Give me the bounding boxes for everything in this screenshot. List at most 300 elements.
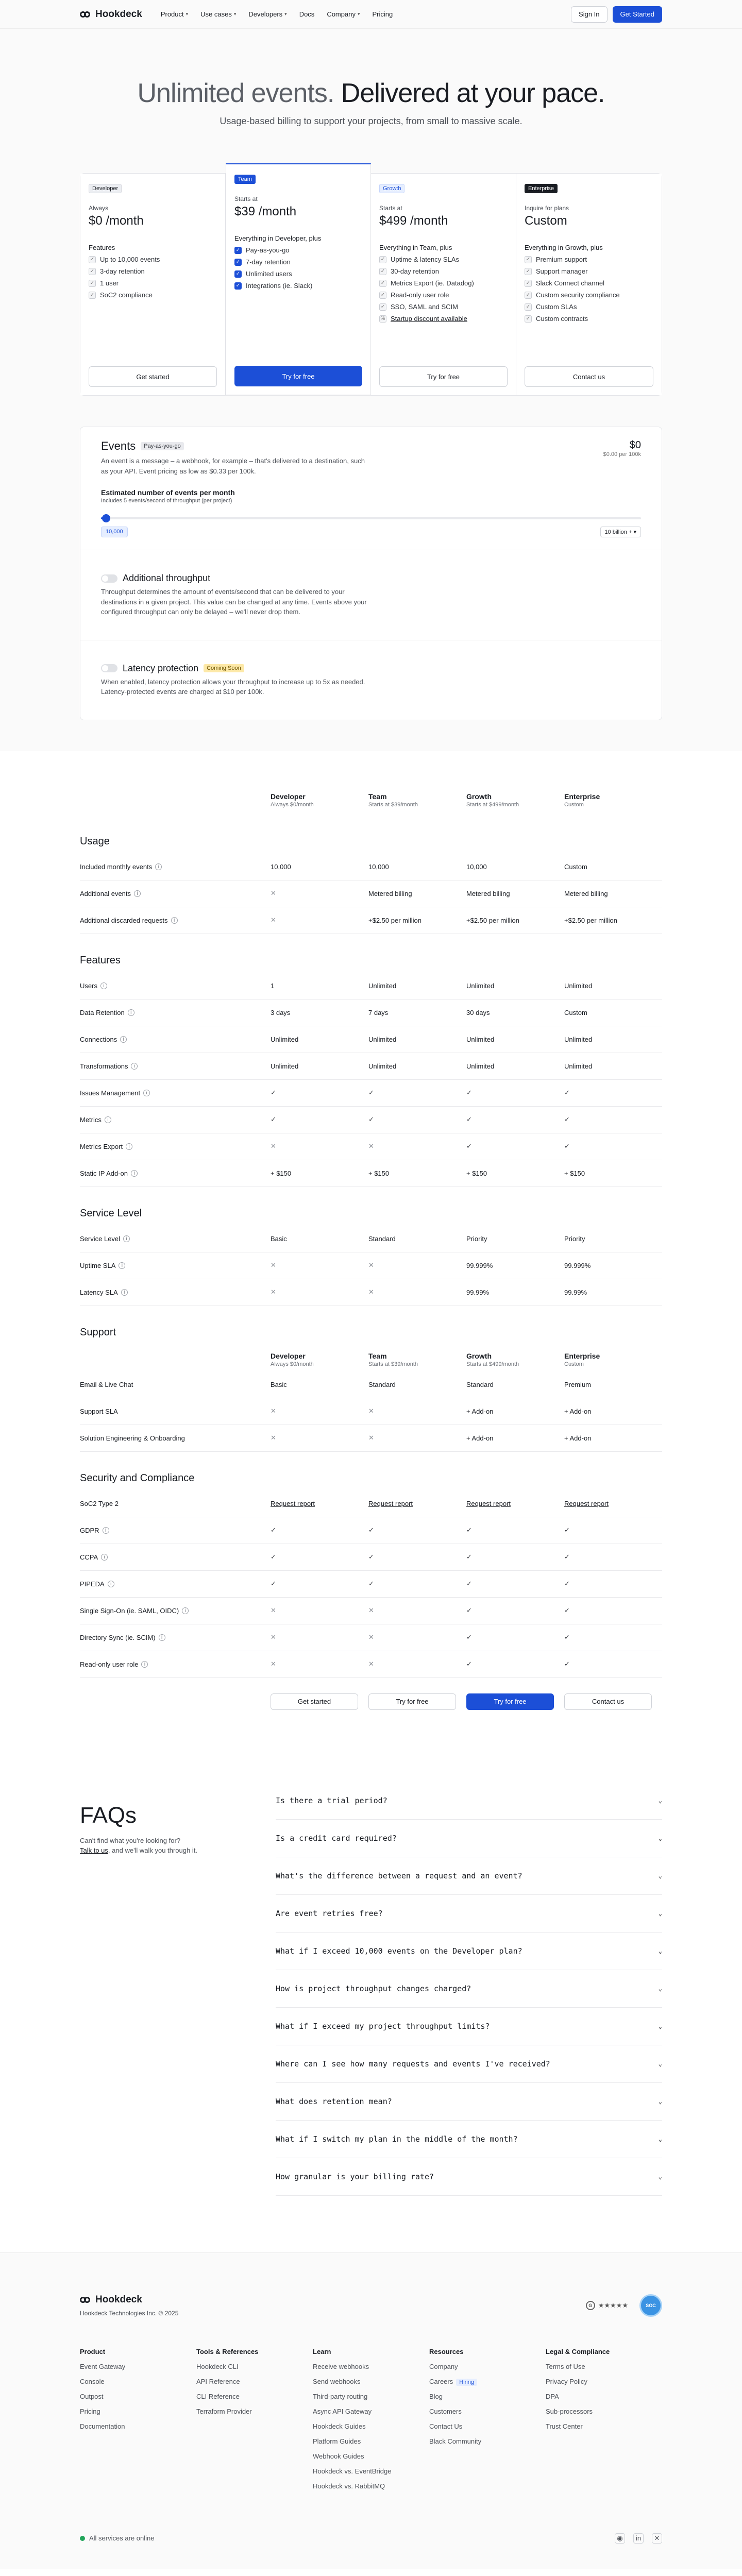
- table-button-cell: [271, 1693, 368, 1710]
- row-label: Read-only user role i: [80, 1660, 271, 1668]
- github-icon[interactable]: ◉: [615, 2533, 625, 2544]
- table-header-col: [564, 792, 662, 808]
- table-button-cell: [466, 1693, 564, 1710]
- check-icon: ✓: [89, 268, 96, 275]
- plan-includes: Features: [89, 244, 115, 251]
- plan-price-sub: Starts at $499/month: [466, 1361, 519, 1367]
- faq-item[interactable]: [276, 1857, 662, 1895]
- table-header-col: [271, 792, 368, 808]
- check-icon: ✓: [234, 282, 242, 290]
- plan-price-sub: Always $0/month: [271, 801, 314, 808]
- footer-column: [80, 2348, 196, 2497]
- hero: [0, 29, 742, 173]
- footer-link[interactable]: Pricing: [80, 2407, 100, 2415]
- info-icon[interactable]: i: [103, 1527, 109, 1534]
- brand-logo[interactable]: [80, 9, 142, 20]
- g2-icon: G: [586, 2301, 595, 2310]
- table-header: [80, 1345, 662, 1371]
- row-label: SoC2 Type 2: [80, 1499, 119, 1507]
- check-icon: ✓: [466, 1633, 472, 1641]
- table-row: [80, 1226, 662, 1252]
- group-title: Features: [80, 954, 121, 966]
- plan-feature: ✓ Custom SLAs: [525, 303, 653, 311]
- table-header-col: [466, 1352, 564, 1367]
- plan-button-developer[interactable]: Get started: [89, 366, 217, 387]
- footer-link[interactable]: Terms of Use: [546, 2362, 585, 2370]
- check-icon: ✓: [234, 247, 242, 254]
- check-icon: ✓: [525, 292, 532, 299]
- table-row: [80, 1571, 662, 1598]
- footer-link[interactable]: Hookdeck CLI: [196, 2362, 239, 2370]
- faq-question: How is project throughput changes charged?: [276, 1984, 471, 1993]
- info-icon[interactable]: i: [131, 1170, 138, 1177]
- row-label: Data Retention i: [80, 1009, 271, 1016]
- info-icon[interactable]: i: [101, 1554, 108, 1561]
- group-title: Support: [80, 1326, 116, 1338]
- faq-item[interactable]: [276, 2045, 662, 2083]
- plan-name: Enterprise: [564, 1351, 600, 1360]
- footer-link[interactable]: DPA: [546, 2392, 559, 2400]
- plan-sub: Always: [89, 205, 109, 212]
- check-icon: ✓: [564, 1660, 570, 1668]
- events-price: $0: [629, 439, 641, 451]
- footer-link[interactable]: Event Gateway: [80, 2362, 126, 2370]
- table-cell: + $150: [271, 1169, 292, 1177]
- table-cell: Unlimited: [271, 1035, 299, 1043]
- check-icon: ✓: [368, 1089, 374, 1096]
- check-icon: ✓: [564, 1526, 570, 1534]
- table-cell: 3 days: [271, 1008, 291, 1016]
- slider-max[interactable]: 10 billion + ▾: [600, 527, 642, 537]
- footer-link[interactable]: Async API Gateway: [313, 2407, 372, 2415]
- table-cell: 10,000: [466, 862, 487, 871]
- request-report-link[interactable]: [368, 1500, 466, 1507]
- plan-price: $0 /month: [89, 214, 144, 228]
- request-report-label[interactable]: Request report: [368, 1499, 413, 1507]
- cross-icon: ✕: [271, 1407, 276, 1415]
- plan-feature: ✓ SoC2 compliance: [89, 291, 217, 299]
- plan-feature: ✓ 3-day retention: [89, 267, 217, 275]
- check-icon: ✓: [379, 268, 386, 275]
- info-icon[interactable]: i: [128, 1009, 134, 1016]
- throughput-section: [80, 550, 662, 640]
- nav-use-cases[interactable]: Use cases ▾: [200, 10, 237, 18]
- faq-title: FAQs: [80, 1802, 137, 1828]
- throughput-toggle[interactable]: [101, 574, 117, 583]
- faq-intro: Can't find what you're looking for? Talk to us, and we'll walk you through it.: [80, 1836, 197, 1854]
- table-row: [80, 1279, 662, 1306]
- plan-feature: ✓ Uptime & latency SLAs: [379, 256, 508, 263]
- table-plan-button[interactable]: Try for free: [466, 1693, 554, 1710]
- chevron-down-icon: ▾: [633, 529, 636, 535]
- request-report-link[interactable]: [466, 1500, 564, 1507]
- plan-price-sub: Starts at $39/month: [368, 1361, 418, 1367]
- table-row: [80, 1053, 662, 1080]
- table-cell: Unlimited: [271, 1062, 299, 1070]
- table-row: [80, 999, 662, 1026]
- footer-column-title: Tools & References: [196, 2347, 259, 2355]
- table-cell: Unlimited: [564, 981, 593, 990]
- plan-includes: Everything in Developer, plus: [234, 234, 322, 242]
- faq-item[interactable]: [276, 1895, 662, 1933]
- table-row: [80, 1160, 662, 1187]
- faq-item[interactable]: [276, 2158, 662, 2196]
- faq-item[interactable]: [276, 1933, 662, 1970]
- info-icon[interactable]: i: [141, 1661, 148, 1668]
- group-title: Security and Compliance: [80, 1472, 195, 1484]
- slider-handle[interactable]: [102, 514, 110, 522]
- check-icon: ✓: [525, 280, 532, 287]
- plan-feature: ✓ Support manager: [525, 267, 653, 275]
- plan-sub: Inquire for plans: [525, 205, 569, 212]
- footer-link[interactable]: Trust Center: [546, 2422, 583, 2430]
- row-label: Latency SLA i: [80, 1289, 271, 1296]
- info-icon[interactable]: i: [105, 1116, 111, 1123]
- table-cell: +$2.50 per million: [466, 916, 519, 924]
- row-label: Static IP Add-on i: [80, 1170, 271, 1177]
- row-label: Additional events i: [80, 890, 271, 897]
- cross-icon: ✕: [271, 1606, 276, 1614]
- table-cell: 99.999%: [466, 1261, 493, 1269]
- plan-card-enterprise: [516, 174, 662, 395]
- plan-name: Growth: [466, 1351, 492, 1360]
- chevron-down-icon: ⌄: [658, 1909, 662, 1917]
- table-header: [80, 792, 662, 815]
- hookdeck-logo-icon: [80, 2296, 91, 2303]
- table-cell: Unlimited: [564, 1062, 593, 1070]
- check-icon: ✓: [89, 280, 96, 287]
- plan-feature: ✓ Metrics Export (ie. Datadog): [379, 279, 508, 287]
- plan-name: Developer: [271, 792, 306, 801]
- info-icon[interactable]: i: [123, 1235, 130, 1242]
- chevron-down-icon: ⌄: [658, 2173, 662, 2180]
- table-row: [80, 1490, 662, 1517]
- faq-question: What if I exceed my project throughput limits?: [276, 2021, 490, 2031]
- check-icon: ✓: [466, 1580, 472, 1587]
- info-icon[interactable]: i: [134, 890, 141, 897]
- table-cell: +$2.50 per million: [368, 916, 421, 924]
- info-icon[interactable]: i: [182, 1607, 189, 1614]
- row-label: Directory Sync (ie. SCIM) i: [80, 1634, 271, 1641]
- table-cell: Priority: [564, 1234, 585, 1243]
- footer-link[interactable]: Sub-processors: [546, 2407, 593, 2415]
- table-cell: + Add-on: [466, 1434, 494, 1442]
- plan-feature: ✓ 7-day retention: [234, 258, 362, 266]
- row-label: Single Sign-On (ie. SAML, OIDC) i: [80, 1607, 271, 1615]
- check-icon: ✓: [525, 315, 532, 323]
- table-cell: Unlimited: [466, 981, 495, 990]
- plan-price: Custom: [525, 214, 567, 228]
- table-plan-button[interactable]: Contact us: [564, 1693, 652, 1710]
- cross-icon: ✕: [271, 889, 276, 897]
- chevron-down-icon: ▾: [284, 11, 287, 16]
- plan-button-enterprise[interactable]: Contact us: [525, 366, 653, 387]
- cross-icon: ✕: [368, 1407, 374, 1415]
- request-report-label[interactable]: Request report: [564, 1499, 609, 1507]
- table-row: [80, 1425, 662, 1452]
- table-plan-button[interactable]: Get started: [271, 1693, 358, 1710]
- table-cell: Unlimited: [564, 1035, 593, 1043]
- check-icon: ✓: [564, 1553, 570, 1561]
- table-cell: Priority: [466, 1234, 487, 1243]
- check-icon: ✓: [368, 1553, 374, 1561]
- cross-icon: ✕: [368, 1434, 374, 1442]
- table-header-col: [368, 1352, 466, 1367]
- footer-link[interactable]: Webhook Guides: [313, 2452, 364, 2460]
- footer-link[interactable]: Blog: [429, 2392, 443, 2400]
- info-icon[interactable]: i: [126, 1143, 132, 1150]
- table-cell: +$2.50 per million: [564, 916, 617, 924]
- info-icon[interactable]: i: [100, 982, 107, 989]
- info-icon[interactable]: i: [108, 1581, 114, 1587]
- footer-link[interactable]: Customers: [429, 2407, 462, 2415]
- footer-link[interactable]: Console: [80, 2377, 105, 2385]
- group-title: Usage: [80, 835, 110, 847]
- faq-item[interactable]: [276, 2083, 662, 2121]
- table-row: [80, 973, 662, 999]
- nav-company[interactable]: Company ▾: [327, 10, 360, 18]
- info-icon[interactable]: i: [171, 917, 178, 924]
- table-row: [80, 1252, 662, 1279]
- events-slider[interactable]: [101, 517, 641, 519]
- table-cell: 7 days: [368, 1008, 389, 1016]
- faq-item[interactable]: [276, 1820, 662, 1857]
- table-cell: Unlimited: [466, 1062, 495, 1070]
- row-label: Issues Management i: [80, 1089, 271, 1097]
- table-cell: + Add-on: [564, 1407, 592, 1415]
- row-label: GDPR i: [80, 1527, 271, 1534]
- row-label: CCPA i: [80, 1553, 271, 1561]
- footer-link[interactable]: Platform Guides: [313, 2437, 361, 2445]
- table-cell: 99.99%: [466, 1288, 490, 1296]
- row-label: Connections i: [80, 1036, 271, 1043]
- events-desc: An event is a message – a webhook, for example – that's delivered to a destination, such as your API. Event pricing as low as $0.33 per 100k.: [101, 457, 365, 475]
- linkedin-icon[interactable]: in: [633, 2533, 644, 2544]
- table-cell: Custom: [564, 1008, 587, 1016]
- faq-item[interactable]: [276, 2121, 662, 2158]
- plan-price-sub: Starts at $39/month: [368, 801, 418, 808]
- row-label: Support SLA: [80, 1407, 118, 1415]
- footer-link[interactable]: Terraform Provider: [196, 2407, 252, 2415]
- latency-section: [80, 640, 662, 720]
- footer-link[interactable]: API Reference: [196, 2377, 240, 2385]
- footer-link[interactable]: Receive webhooks: [313, 2362, 369, 2370]
- plan-feature: ✓ Read-only user role: [379, 291, 508, 299]
- check-icon: ✓: [564, 1633, 570, 1641]
- table-cell: Standard: [368, 1234, 396, 1243]
- hero-subtitle: Usage-based billing to support your projects, from small to massive scale.: [220, 116, 522, 126]
- chevron-down-icon: ⌄: [658, 2022, 662, 2030]
- plan-feature: ✓ Premium support: [525, 256, 653, 263]
- table-button-cell: [564, 1693, 662, 1710]
- info-icon[interactable]: i: [159, 1634, 165, 1641]
- chevron-down-icon: ▾: [185, 11, 189, 16]
- table-cell: Unlimited: [368, 1035, 397, 1043]
- footer-link[interactable]: Hookdeck vs. RabbitMQ: [313, 2482, 385, 2490]
- table-row: [80, 1517, 662, 1544]
- check-icon: ✓: [368, 1526, 374, 1534]
- plan-button-growth[interactable]: Try for free: [379, 366, 508, 387]
- check-icon: ✓: [271, 1526, 276, 1534]
- talk-to-us-link[interactable]: Talk to us: [80, 1846, 108, 1854]
- table-row: [80, 1080, 662, 1107]
- plan-card-developer: [80, 174, 226, 395]
- table-row: [80, 1107, 662, 1133]
- faq-item[interactable]: [276, 1782, 662, 1820]
- footer-link[interactable]: Send webhooks: [313, 2377, 361, 2385]
- footer-logo[interactable]: Hookdeck: [80, 2294, 178, 2306]
- request-report-link[interactable]: [271, 1500, 368, 1507]
- info-icon[interactable]: i: [131, 1063, 138, 1070]
- plan-feature: ✓ 30-day retention: [379, 267, 508, 275]
- x-icon[interactable]: ✕: [652, 2533, 662, 2544]
- row-label: Additional discarded requests i: [80, 917, 271, 924]
- plan-feature: ✓ Custom security compliance: [525, 291, 653, 299]
- g2-rating[interactable]: G ★★★★★: [586, 2301, 628, 2310]
- faq-item[interactable]: [276, 2008, 662, 2045]
- row-label: Metrics Export i: [80, 1143, 271, 1150]
- plan-feature: ✓ Slack Connect channel: [525, 279, 653, 287]
- status-indicator[interactable]: All services are online: [80, 2534, 154, 2542]
- table-buttons-spacer: [80, 1693, 271, 1710]
- cross-icon: ✕: [368, 1261, 374, 1269]
- chevron-down-icon: ⌄: [658, 1797, 662, 1804]
- table-row: [80, 1371, 662, 1398]
- brand-name: Hookdeck: [95, 8, 142, 20]
- check-icon: ✓: [234, 259, 242, 266]
- request-report-label[interactable]: Request report: [271, 1499, 315, 1507]
- cross-icon: ✕: [271, 1288, 276, 1296]
- footer-link[interactable]: Outpost: [80, 2392, 104, 2400]
- plan-price-sub: Custom: [564, 1361, 584, 1367]
- plan-feature: ✓ Integrations (ie. Slack): [234, 282, 362, 290]
- check-icon: ✓: [466, 1089, 472, 1096]
- footer-column: [429, 2348, 546, 2497]
- nav-developers[interactable]: Developers ▾: [248, 10, 287, 18]
- check-icon: ✓: [466, 1142, 472, 1150]
- row-label: Uptime SLA i: [80, 1262, 271, 1269]
- check-icon: ✓: [271, 1553, 276, 1561]
- footer-link[interactable]: CLI Reference: [196, 2392, 240, 2400]
- coming-soon-pill: Coming Soon: [204, 664, 244, 672]
- plan-tag: Team: [234, 175, 256, 184]
- table-row: [80, 1651, 662, 1678]
- check-icon: ✓: [271, 1089, 276, 1096]
- footer-link[interactable]: Privacy Policy: [546, 2377, 587, 2385]
- request-report-link[interactable]: [564, 1500, 662, 1507]
- footer-link[interactable]: Black Community: [429, 2437, 482, 2445]
- cross-icon: ✕: [368, 1660, 374, 1668]
- nav-pricing[interactable]: Pricing: [372, 10, 393, 18]
- check-icon: ✓: [379, 280, 386, 287]
- plan-feature: ✓ Unlimited users: [234, 270, 362, 278]
- table-cell: 10,000: [368, 862, 389, 871]
- chevron-down-icon: ▾: [357, 11, 360, 16]
- plan-card-team: [226, 163, 371, 395]
- check-icon: ✓: [525, 256, 532, 263]
- info-icon[interactable]: i: [121, 1289, 128, 1296]
- table-row: [80, 1624, 662, 1651]
- sign-in-button[interactable]: Sign In: [571, 6, 607, 23]
- plan-sub: Starts at: [234, 195, 258, 202]
- plan-tag: Growth: [379, 184, 404, 193]
- table-cell: 99.99%: [564, 1288, 587, 1296]
- table-cell: + Add-on: [466, 1407, 494, 1415]
- table-header-spacer: [80, 792, 271, 808]
- faq-question: What does retention mean?: [276, 2096, 392, 2106]
- check-icon: ✓: [466, 1660, 472, 1668]
- info-icon[interactable]: i: [143, 1090, 150, 1096]
- table-cell: Metered billing: [564, 889, 608, 897]
- faq-section: [0, 1741, 742, 2252]
- soc2-badge-icon[interactable]: SOC: [639, 2294, 662, 2317]
- plan-tag: Developer: [89, 184, 122, 193]
- check-icon: ✓: [379, 256, 386, 263]
- get-started-button[interactable]: Get Started: [613, 6, 662, 23]
- comparison-table: [0, 751, 742, 1741]
- row-label: Users i: [80, 982, 271, 990]
- table-cell: Custom: [564, 862, 587, 871]
- footer-link[interactable]: Contact Us: [429, 2422, 463, 2430]
- footer-link[interactable]: Hookdeck vs. EventBridge: [313, 2467, 392, 2475]
- table-header-col: [466, 792, 564, 808]
- table-plan-button[interactable]: Try for free: [368, 1693, 456, 1710]
- startup-discount-link[interactable]: Startup discount available: [391, 315, 467, 323]
- cross-icon: ✕: [271, 1633, 276, 1641]
- check-icon: ✓: [564, 1115, 570, 1123]
- cross-icon: ✕: [271, 1434, 276, 1442]
- check-icon: ✓: [466, 1606, 472, 1614]
- footer-link[interactable]: Documentation: [80, 2422, 125, 2430]
- table-row: [80, 907, 662, 934]
- group-title: Service Level: [80, 1207, 142, 1219]
- cross-icon: ✕: [368, 1288, 374, 1296]
- footer-link[interactable]: Third-party routing: [313, 2392, 368, 2400]
- footer-link[interactable]: Careers Hiring: [429, 2378, 546, 2385]
- latency-toggle[interactable]: [101, 664, 117, 672]
- faq-item[interactable]: [276, 1970, 662, 2008]
- nav-product[interactable]: Product ▾: [160, 10, 189, 18]
- plan-feature: [379, 315, 508, 323]
- nav-docs[interactable]: Docs: [299, 10, 315, 18]
- info-icon[interactable]: i: [119, 1262, 125, 1269]
- plan-price: $499 /month: [379, 214, 448, 228]
- plan-includes: Everything in Growth, plus: [525, 244, 603, 251]
- faq-question: Is there a trial period?: [276, 1795, 387, 1805]
- plan-price: $39 /month: [234, 205, 297, 218]
- check-icon: ✓: [466, 1553, 472, 1561]
- footer-link[interactable]: Company: [429, 2362, 458, 2370]
- row-label: Metrics i: [80, 1116, 271, 1124]
- footer-link[interactable]: Hookdeck Guides: [313, 2422, 366, 2430]
- check-icon: ✓: [466, 1526, 472, 1534]
- table-cell: Basic: [271, 1234, 287, 1243]
- cross-icon: ✕: [368, 1633, 374, 1641]
- table-header-col: [271, 1352, 368, 1367]
- table-cell: 10,000: [271, 862, 291, 871]
- plan-button-team[interactable]: Try for free: [234, 366, 362, 386]
- footer: [0, 2252, 742, 2569]
- hookdeck-logo-icon: [80, 11, 91, 18]
- plan-name: Enterprise: [564, 792, 600, 801]
- table-cell: 30 days: [466, 1008, 490, 1016]
- row-label: PIPEDA i: [80, 1580, 271, 1588]
- table-buttons: [80, 1693, 662, 1710]
- request-report-label[interactable]: Request report: [466, 1499, 511, 1507]
- info-icon[interactable]: i: [155, 863, 162, 870]
- info-icon[interactable]: i: [120, 1036, 127, 1043]
- footer-column: [196, 2348, 313, 2497]
